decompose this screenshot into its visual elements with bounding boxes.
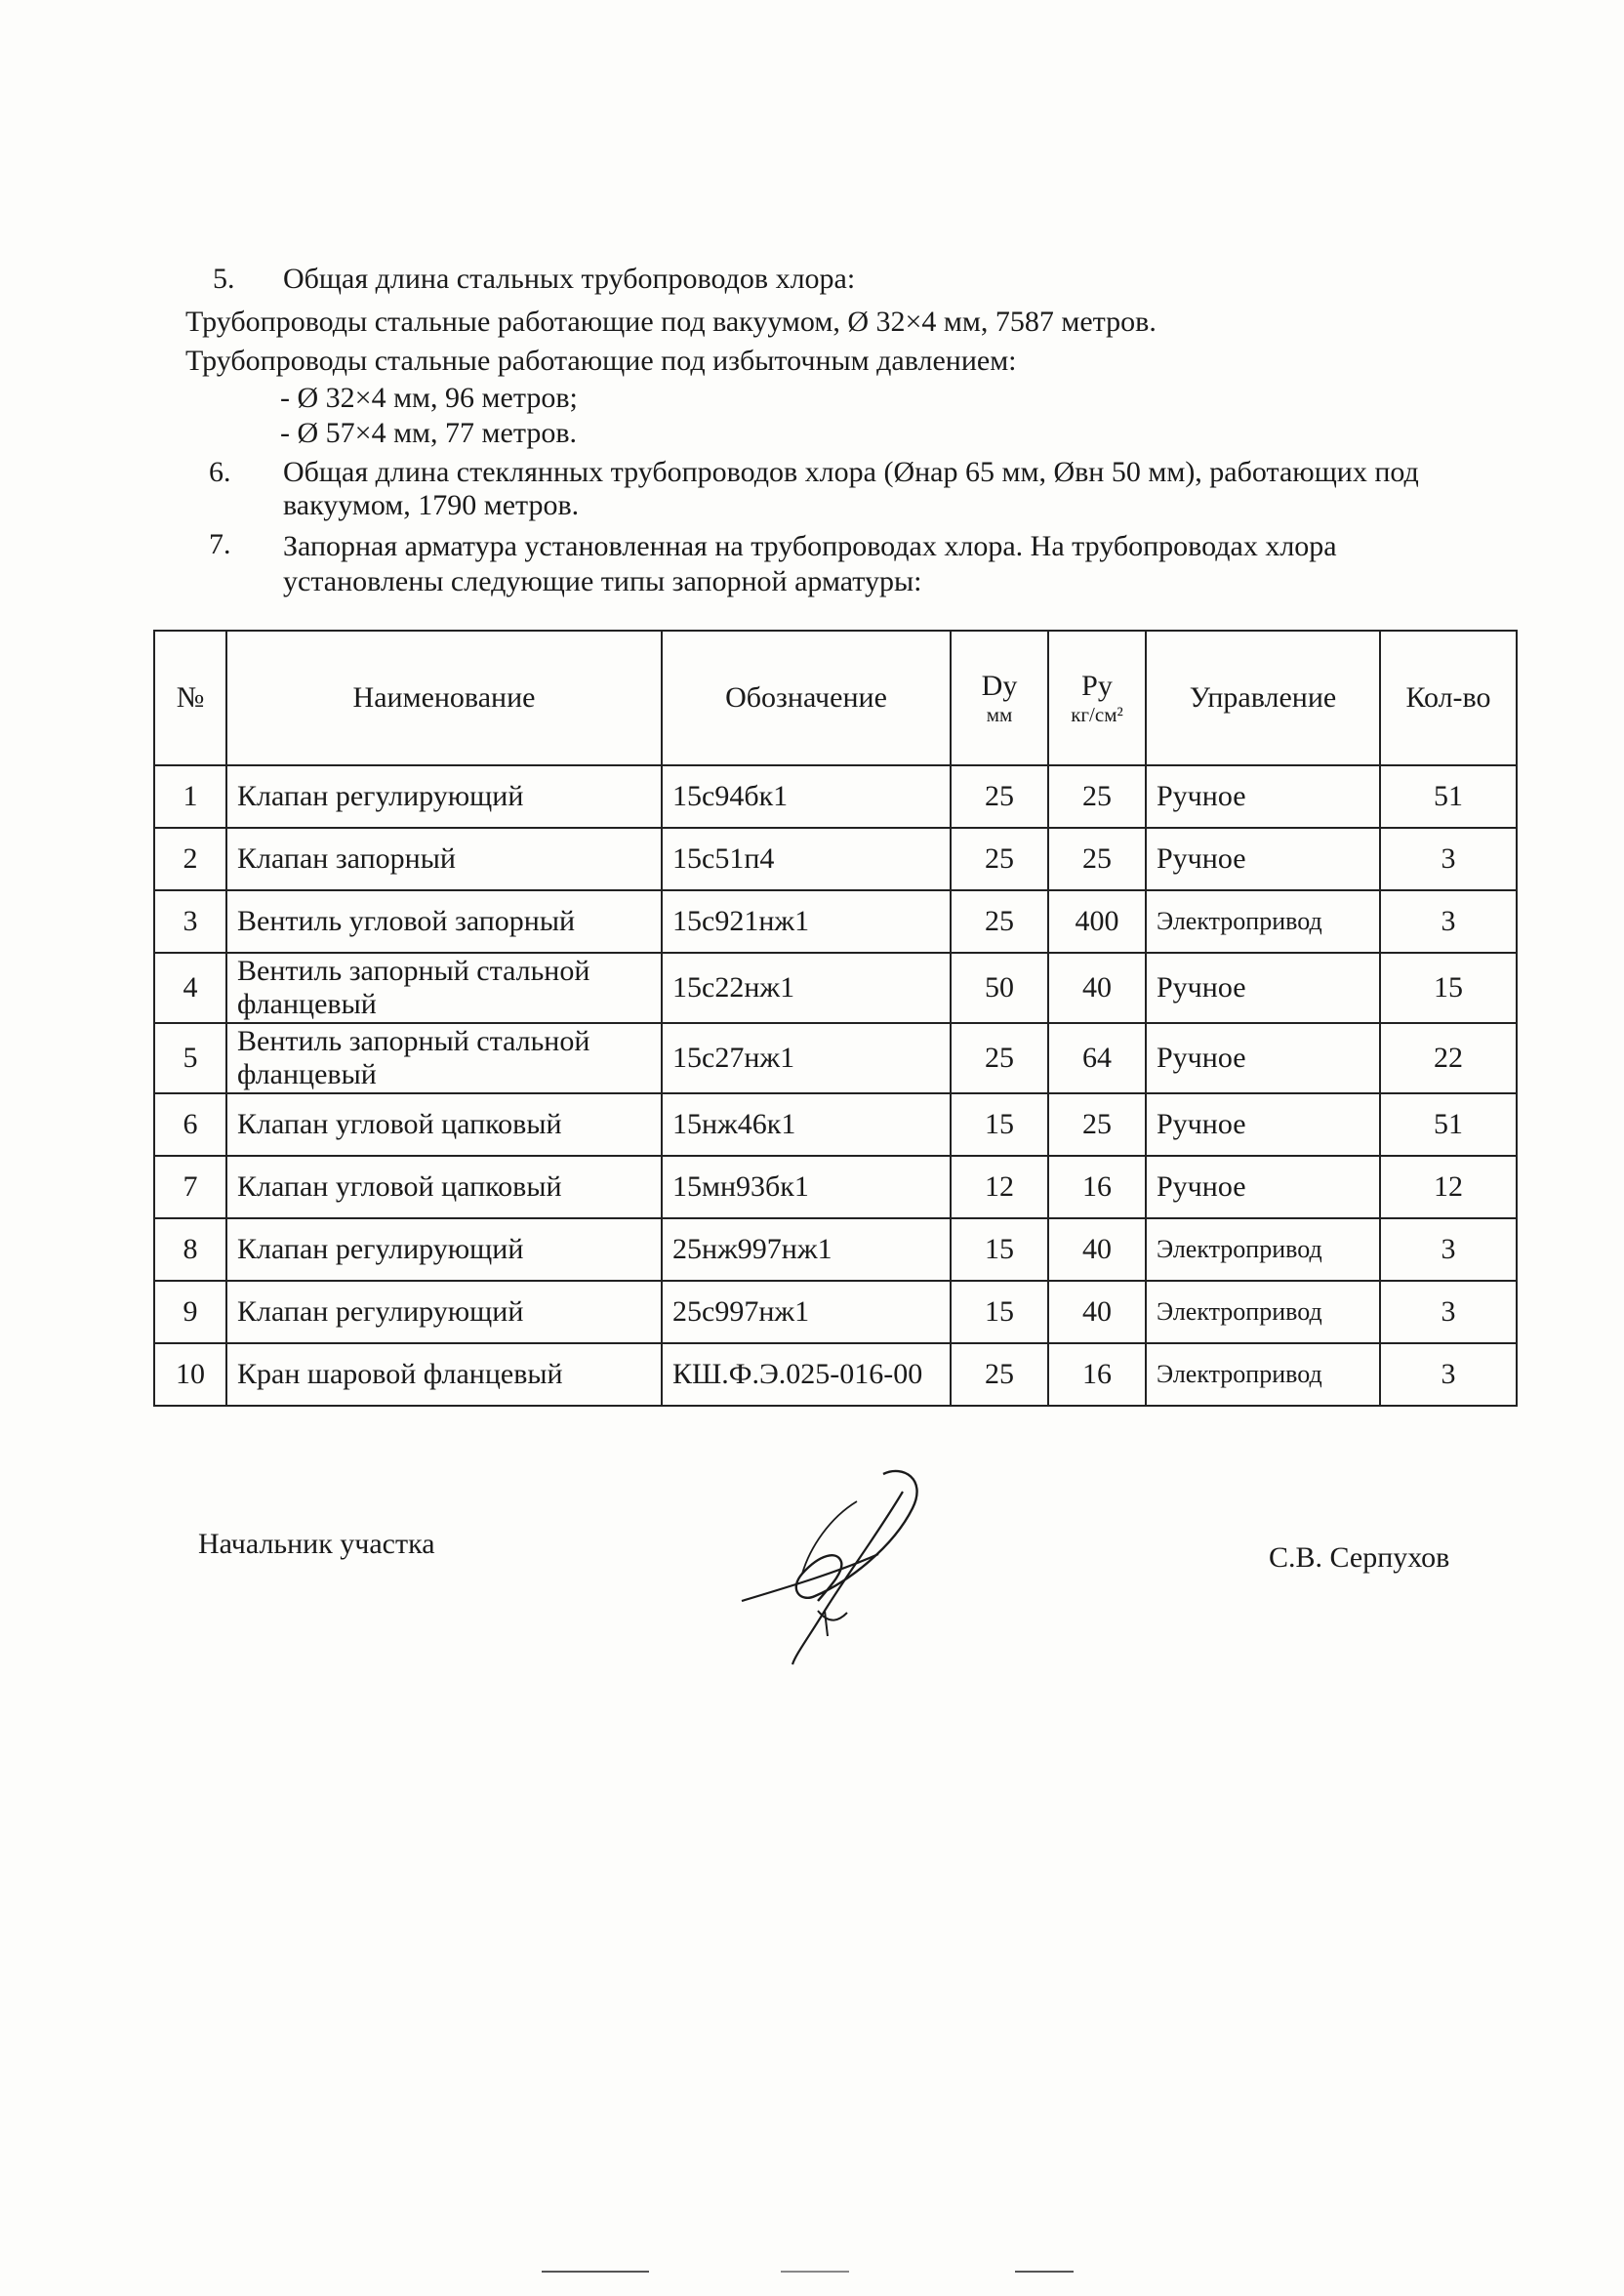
table-body bbox=[154, 765, 1517, 1406]
cell-number: 2 bbox=[154, 828, 226, 890]
item-5-line-pressure: Трубопроводы стальные работающие под избыточным давлением: bbox=[185, 345, 1017, 377]
cell-name: Клапан угловой цапковый bbox=[226, 1156, 662, 1218]
cell-py: 400 bbox=[1048, 890, 1146, 953]
cell-number: 3 bbox=[154, 890, 226, 953]
item-6-line-2: вакуумом, 1790 метров. bbox=[283, 489, 580, 521]
cell-py: 16 bbox=[1048, 1156, 1146, 1218]
cell-dy: 15 bbox=[951, 1218, 1048, 1281]
cell-dy: 25 bbox=[951, 890, 1048, 953]
header-dy-unit: мм bbox=[986, 703, 1013, 726]
cell-number: 6 bbox=[154, 1093, 226, 1156]
cell-designation: 15с22нж1 bbox=[662, 953, 951, 1023]
cell-control: Ручное bbox=[1146, 1093, 1380, 1156]
cell-dy: 50 bbox=[951, 953, 1048, 1023]
scan-artifact-line bbox=[781, 2271, 849, 2273]
cell-quantity: 22 bbox=[1380, 1023, 1517, 1093]
header-designation: Обозначение bbox=[662, 631, 951, 765]
cell-name: Клапан регулирующий bbox=[226, 765, 662, 828]
cell-py: 25 bbox=[1048, 1093, 1146, 1156]
cell-name: Клапан регулирующий bbox=[226, 1218, 662, 1281]
cell-py: 25 bbox=[1048, 828, 1146, 890]
item-6-line-1: Общая длина стеклянных трубопроводов хлора (Øнар 65 мм, Øвн 50 мм), работающих под bbox=[283, 456, 1419, 488]
cell-py: 25 bbox=[1048, 765, 1146, 828]
cell-number: 8 bbox=[154, 1218, 226, 1281]
table-row bbox=[154, 953, 1517, 1023]
cell-control: Электропривод bbox=[1146, 1343, 1380, 1406]
item-7-line-1: Запорная арматура установленная на трубопроводах хлора. На трубопроводах хлора bbox=[283, 530, 1337, 562]
header-number: № bbox=[154, 631, 226, 765]
header-py-unit: кг/см² bbox=[1071, 703, 1123, 726]
table-row bbox=[154, 765, 1517, 828]
cell-control: Ручное bbox=[1146, 1023, 1380, 1093]
cell-name: Вентиль запорный стальной фланцевый bbox=[226, 1023, 662, 1093]
cell-designation: 15мн93бк1 bbox=[662, 1156, 951, 1218]
cell-designation: 15с27нж1 bbox=[662, 1023, 951, 1093]
item-5-line-vacuum: Трубопроводы стальные работающие под вакуумом, Ø 32×4 мм, 7587 метров. bbox=[185, 306, 1157, 338]
cell-number: 7 bbox=[154, 1156, 226, 1218]
item-7-line-2: установлены следующие типы запорной арматуры: bbox=[283, 565, 922, 597]
cell-py: 16 bbox=[1048, 1343, 1146, 1406]
cell-name: Кран шаровой фланцевый bbox=[226, 1343, 662, 1406]
table-row bbox=[154, 1281, 1517, 1343]
cell-control: Электропривод bbox=[1146, 1281, 1380, 1343]
cell-control: Электропривод bbox=[1146, 890, 1380, 953]
cell-dy: 15 bbox=[951, 1281, 1048, 1343]
cell-control: Ручное bbox=[1146, 828, 1380, 890]
cell-py: 64 bbox=[1048, 1023, 1146, 1093]
scan-artifact-line bbox=[1015, 2271, 1074, 2273]
signoff-position: Начальник участка bbox=[198, 1528, 435, 1560]
cell-control: Ручное bbox=[1146, 953, 1380, 1023]
table-row bbox=[154, 1218, 1517, 1281]
cell-dy: 25 bbox=[951, 828, 1048, 890]
cell-name: Клапан угловой цапковый bbox=[226, 1093, 662, 1156]
cell-dy: 12 bbox=[951, 1156, 1048, 1218]
scan-artifact-line bbox=[542, 2271, 649, 2273]
cell-control: Ручное bbox=[1146, 1156, 1380, 1218]
cell-dy: 25 bbox=[951, 1343, 1048, 1406]
cell-number: 5 bbox=[154, 1023, 226, 1093]
cell-quantity: 3 bbox=[1380, 890, 1517, 953]
signoff-name: С.В. Серпухов bbox=[1269, 1541, 1450, 1574]
cell-designation: 15с51п4 bbox=[662, 828, 951, 890]
item-5-bullet-57: - Ø 57×4 мм, 77 метров. bbox=[280, 417, 577, 449]
item-5-bullet-32: - Ø 32×4 мм, 96 метров; bbox=[280, 382, 578, 414]
cell-control: Ручное bbox=[1146, 765, 1380, 828]
table-row bbox=[154, 1023, 1517, 1093]
cell-py: 40 bbox=[1048, 953, 1146, 1023]
table-row bbox=[154, 890, 1517, 953]
cell-designation: 15с94бк1 bbox=[662, 765, 951, 828]
header-py-label: Py bbox=[1081, 670, 1113, 702]
header-dy-label: Dy bbox=[981, 670, 1018, 702]
cell-control: Электропривод bbox=[1146, 1218, 1380, 1281]
cell-designation: 25с997нж1 bbox=[662, 1281, 951, 1343]
header-py bbox=[1048, 631, 1146, 765]
handwritten-signature bbox=[732, 1464, 956, 1669]
header-name: Наименование bbox=[226, 631, 662, 765]
cell-designation: КШ.Ф.Э.025-016-00 bbox=[662, 1343, 951, 1406]
cell-quantity: 12 bbox=[1380, 1156, 1517, 1218]
item-5-title: Общая длина стальных трубопроводов хлора: bbox=[283, 263, 856, 295]
cell-designation: 15нж46к1 bbox=[662, 1093, 951, 1156]
cell-quantity: 3 bbox=[1380, 828, 1517, 890]
cell-dy: 25 bbox=[951, 765, 1048, 828]
valves-table bbox=[153, 630, 1518, 1407]
cell-number: 1 bbox=[154, 765, 226, 828]
cell-name: Клапан запорный bbox=[226, 828, 662, 890]
table-row bbox=[154, 828, 1517, 890]
table-row bbox=[154, 1156, 1517, 1218]
cell-designation: 15с921нж1 bbox=[662, 890, 951, 953]
header-control: Управление bbox=[1146, 631, 1380, 765]
item-7-number: 7. bbox=[209, 528, 231, 560]
cell-quantity: 51 bbox=[1380, 1093, 1517, 1156]
cell-quantity: 3 bbox=[1380, 1343, 1517, 1406]
table-row bbox=[154, 1093, 1517, 1156]
cell-quantity: 3 bbox=[1380, 1218, 1517, 1281]
cell-name: Вентиль запорный стальной фланцевый bbox=[226, 953, 662, 1023]
cell-dy: 15 bbox=[951, 1093, 1048, 1156]
cell-name: Вентиль угловой запорный bbox=[226, 890, 662, 953]
cell-py: 40 bbox=[1048, 1281, 1146, 1343]
cell-quantity: 3 bbox=[1380, 1281, 1517, 1343]
cell-quantity: 15 bbox=[1380, 953, 1517, 1023]
table-header-row bbox=[154, 631, 1517, 765]
item-6-number: 6. bbox=[209, 456, 231, 488]
cell-designation: 25нж997нж1 bbox=[662, 1218, 951, 1281]
item-5-number: 5. bbox=[213, 263, 235, 295]
cell-number: 4 bbox=[154, 953, 226, 1023]
cell-number: 10 bbox=[154, 1343, 226, 1406]
table-row bbox=[154, 1343, 1517, 1406]
header-quantity: Кол-во bbox=[1380, 631, 1517, 765]
cell-py: 40 bbox=[1048, 1218, 1146, 1281]
header-dy bbox=[951, 631, 1048, 765]
cell-dy: 25 bbox=[951, 1023, 1048, 1093]
cell-quantity: 51 bbox=[1380, 765, 1517, 828]
cell-number: 9 bbox=[154, 1281, 226, 1343]
cell-name: Клапан регулирующий bbox=[226, 1281, 662, 1343]
